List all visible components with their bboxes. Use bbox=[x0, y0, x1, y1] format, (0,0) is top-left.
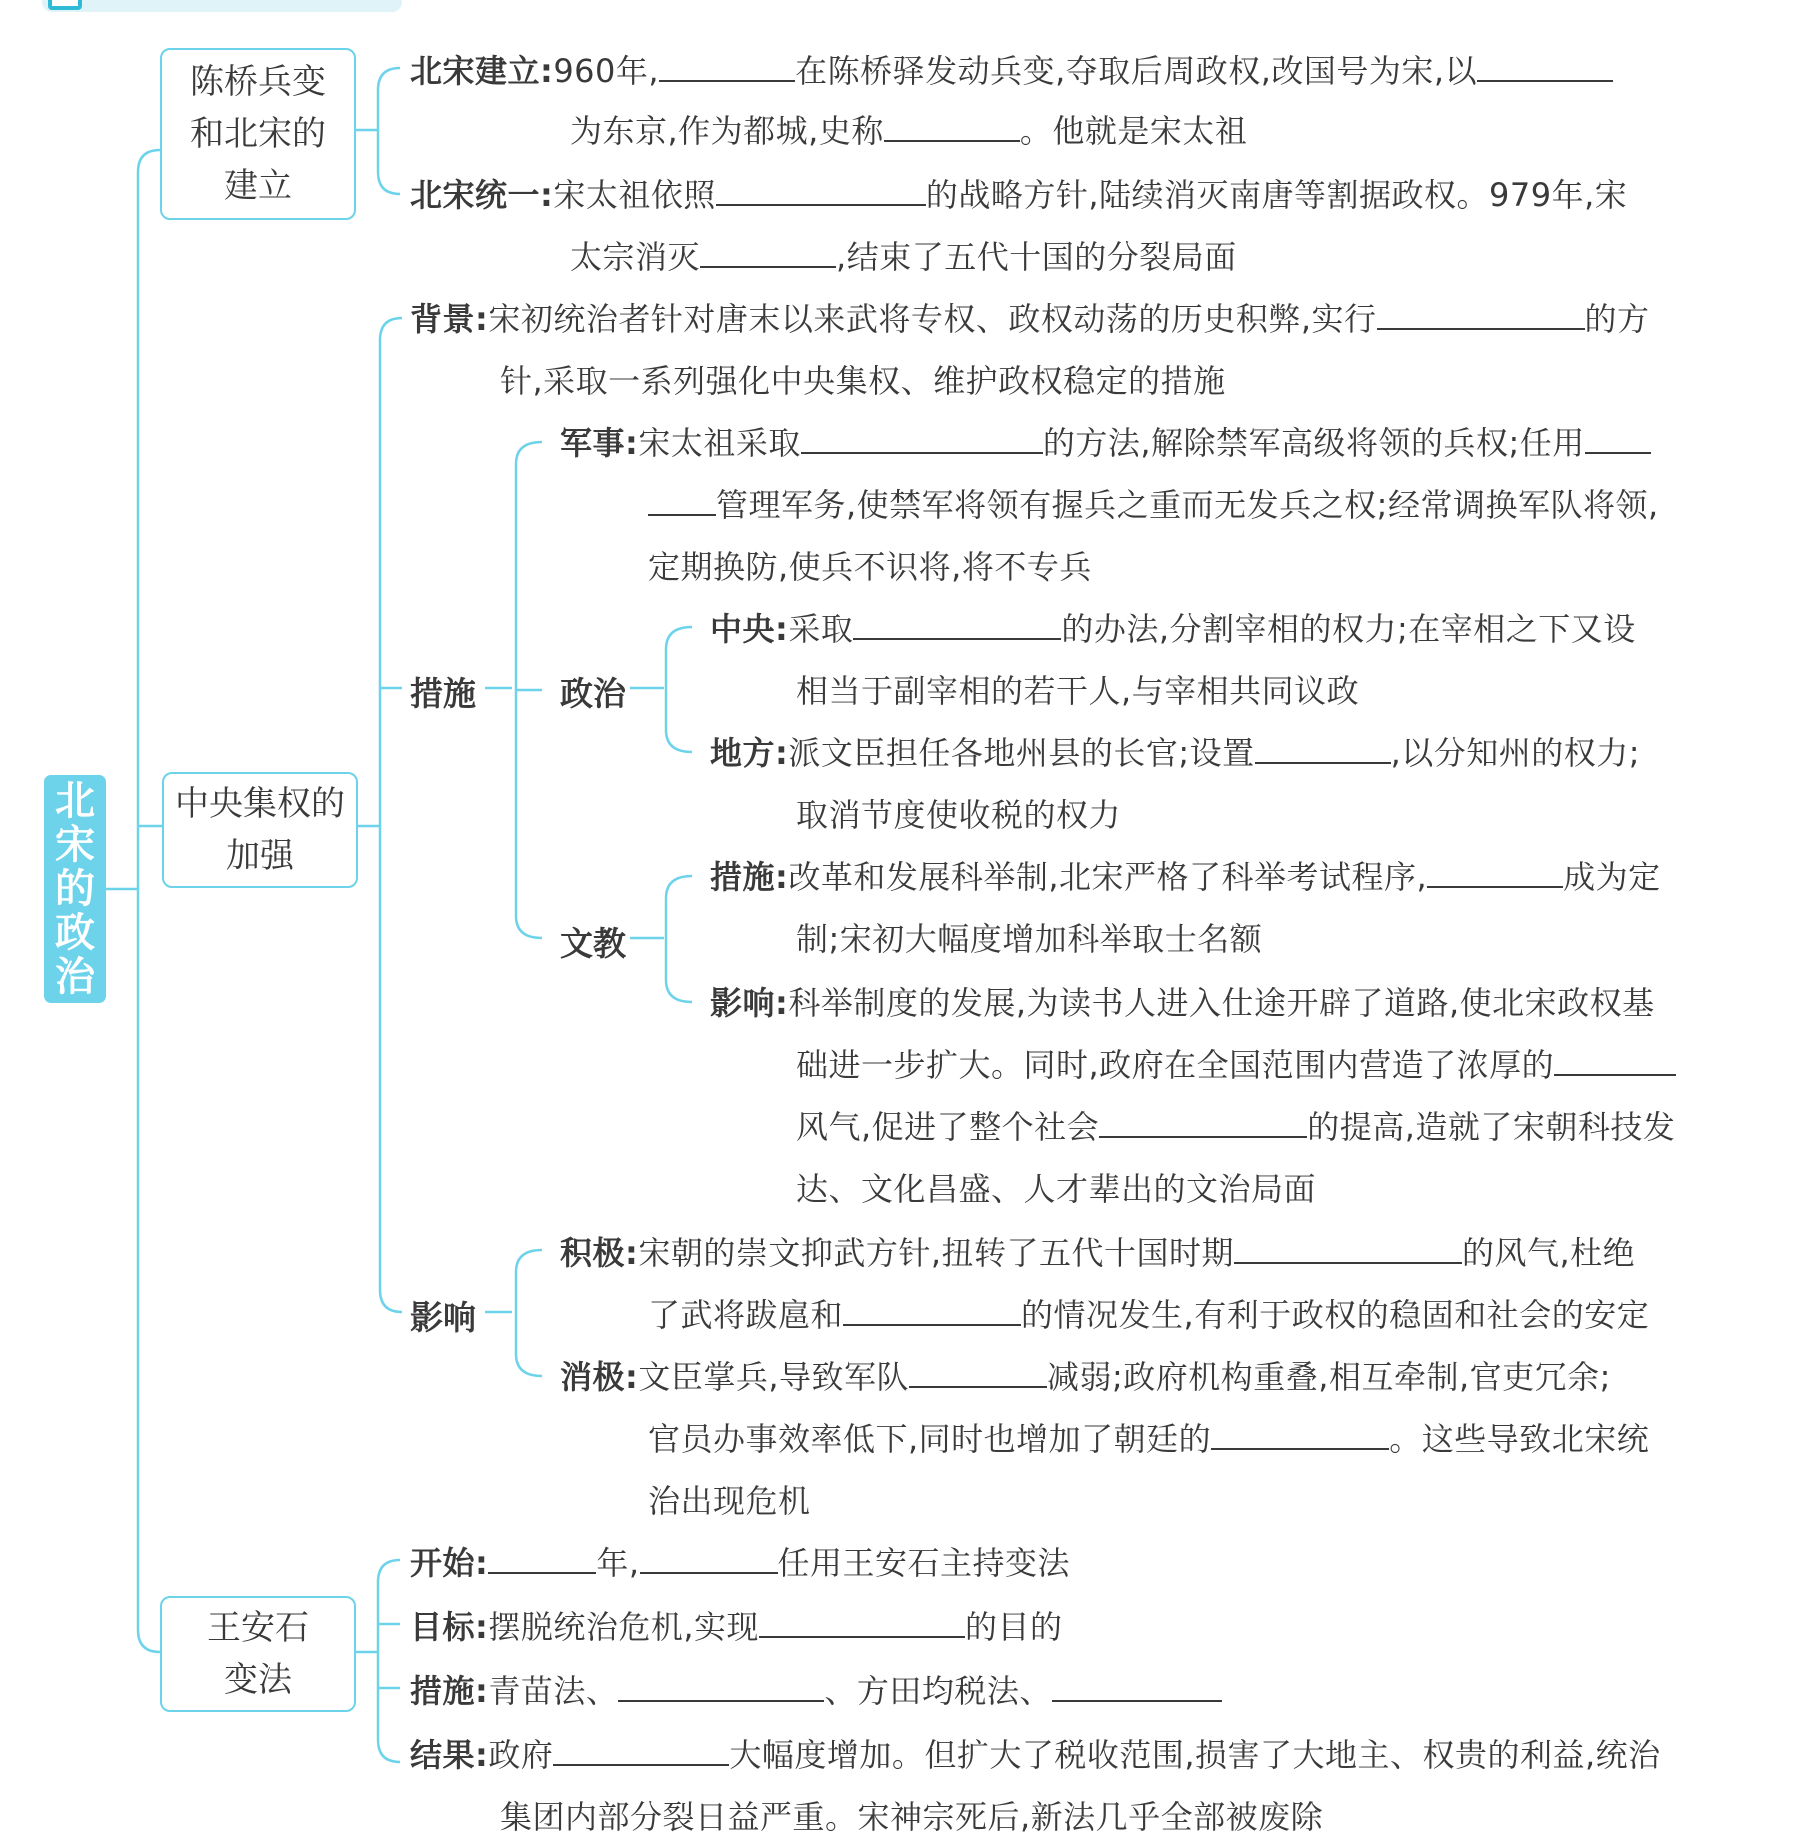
answer-blank[interactable] bbox=[801, 422, 1043, 454]
line-27: 措施:青苗法、 、方田均税法、 bbox=[410, 1666, 1222, 1712]
topic-centralization: 中央集权的 加强 bbox=[162, 772, 358, 888]
root-node: 北宋的政治 bbox=[44, 775, 106, 1003]
line-04: 太宗消灭 ,结束了五代十国的分裂局面 bbox=[570, 238, 1237, 276]
answer-blank[interactable] bbox=[1099, 1106, 1307, 1138]
answer-blank[interactable] bbox=[700, 236, 836, 268]
line-23: 官员办事效率低下,同时也增加了朝廷的 。这些导致北宋统 bbox=[648, 1420, 1650, 1458]
line-03: 北宋统一:宋太祖依照 的战略方针,陆续消灭南唐等割据政权。979年,宋 bbox=[410, 176, 1628, 214]
line-09: 定期换防,使兵不识将,将不专兵 bbox=[648, 548, 1092, 586]
label-measures: 措施 bbox=[410, 674, 476, 713]
line-18: 风气,促进了整个社会 的提高,造就了宋朝科技发 bbox=[796, 1108, 1676, 1146]
line-16: 影响:科举制度的发展,为读书人进入仕途开辟了道路,使北宋政权基 bbox=[710, 984, 1655, 1022]
answer-blank[interactable] bbox=[853, 608, 1061, 640]
answer-blank[interactable] bbox=[1477, 50, 1613, 82]
answer-blank[interactable] bbox=[1211, 1418, 1389, 1450]
answer-blank[interactable] bbox=[1052, 1670, 1222, 1702]
line-25: 开始: 年, 任用王安石主持变法 bbox=[410, 1544, 1071, 1582]
line-14: 措施:改革和发展科举制,北宋严格了科举考试程序, 成为定 bbox=[710, 858, 1661, 896]
answer-blank[interactable] bbox=[909, 1356, 1047, 1388]
line-12: 地方:派文臣担任各地州县的长官;设置 ,以分知州的权力; bbox=[710, 734, 1641, 772]
answer-blank[interactable] bbox=[648, 484, 716, 516]
answer-blank[interactable] bbox=[553, 1734, 729, 1766]
line-05: 背景:宋初统治者针对唐末以来武将专权、政权动荡的历史积弊,实行 的方 bbox=[410, 300, 1650, 338]
label-impact: 影响 bbox=[410, 1298, 476, 1337]
line-13: 取消节度使收税的权力 bbox=[796, 796, 1122, 834]
line-10: 中央:采取 的办法,分割宰相的权力;在宰相之下又设 bbox=[710, 610, 1636, 648]
line-08: 管理军务,使禁军将领有握兵之重而无发兵之权;经常调换军队将领, bbox=[648, 480, 1659, 526]
line-07: 军事:宋太祖采取 的方法,解除禁军高级将领的兵权;任用 bbox=[560, 418, 1651, 464]
topic-wanganshi-reform: 王安石 变法 bbox=[160, 1596, 356, 1712]
answer-blank[interactable] bbox=[618, 1670, 824, 1702]
answer-blank[interactable] bbox=[488, 1542, 596, 1574]
line-29: 集团内部分裂日益严重。宋神宗死后,新法几乎全部被废除 bbox=[500, 1798, 1324, 1836]
line-01: 北宋建立:960年, 在陈桥驿发动兵变,夺取后周政权,改国号为宋,以 bbox=[410, 46, 1613, 92]
line-21: 了武将跋扈和 的情况发生,有利于政权的稳固和社会的安定 bbox=[648, 1296, 1650, 1334]
answer-blank[interactable] bbox=[716, 174, 926, 206]
line-11: 相当于副宰相的若干人,与宰相共同议政 bbox=[796, 672, 1360, 710]
line-06: 针,采取一系列强化中央集权、维护政权稳定的措施 bbox=[500, 362, 1226, 400]
answer-blank[interactable] bbox=[659, 50, 795, 82]
answer-blank[interactable] bbox=[843, 1294, 1021, 1326]
line-28: 结果:政府 大幅度增加。但扩大了税收范围,损害了大地主、权贵的利益,统治 bbox=[410, 1736, 1661, 1774]
answer-blank[interactable] bbox=[1377, 298, 1585, 330]
answer-blank[interactable] bbox=[1255, 732, 1391, 764]
answer-blank[interactable] bbox=[1234, 1232, 1462, 1264]
line-24: 治出现危机 bbox=[648, 1482, 811, 1520]
line-22: 消极:文臣掌兵,导致军队 减弱;政府机构重叠,相互牵制,官吏冗余; bbox=[560, 1358, 1611, 1396]
line-02: 为东京,作为都城,史称 。他就是宋太祖 bbox=[570, 112, 1248, 150]
topic-chenqiao: 陈桥兵变 和北宋的 建立 bbox=[160, 48, 356, 220]
line-20: 积极:宋朝的崇文抑武方针,扭转了五代十国时期 的风气,杜绝 bbox=[560, 1234, 1636, 1272]
line-15: 制;宋初大幅度增加科举取士名额 bbox=[796, 920, 1263, 958]
answer-blank[interactable] bbox=[1427, 856, 1563, 888]
answer-blank[interactable] bbox=[884, 110, 1020, 142]
answer-blank[interactable] bbox=[1554, 1044, 1676, 1076]
answer-blank[interactable] bbox=[1585, 422, 1651, 454]
line-17: 础进一步扩大。同时,政府在全国范围内营造了浓厚的 bbox=[796, 1040, 1676, 1086]
line-26: 目标:摆脱统治危机,实现 的目的 bbox=[410, 1608, 1063, 1646]
line-19: 达、文化昌盛、人才辈出的文治局面 bbox=[796, 1170, 1317, 1208]
answer-blank[interactable] bbox=[759, 1606, 965, 1638]
label-politics: 政治 bbox=[560, 674, 626, 713]
answer-blank[interactable] bbox=[640, 1542, 778, 1574]
label-culture-education: 文教 bbox=[560, 924, 626, 963]
